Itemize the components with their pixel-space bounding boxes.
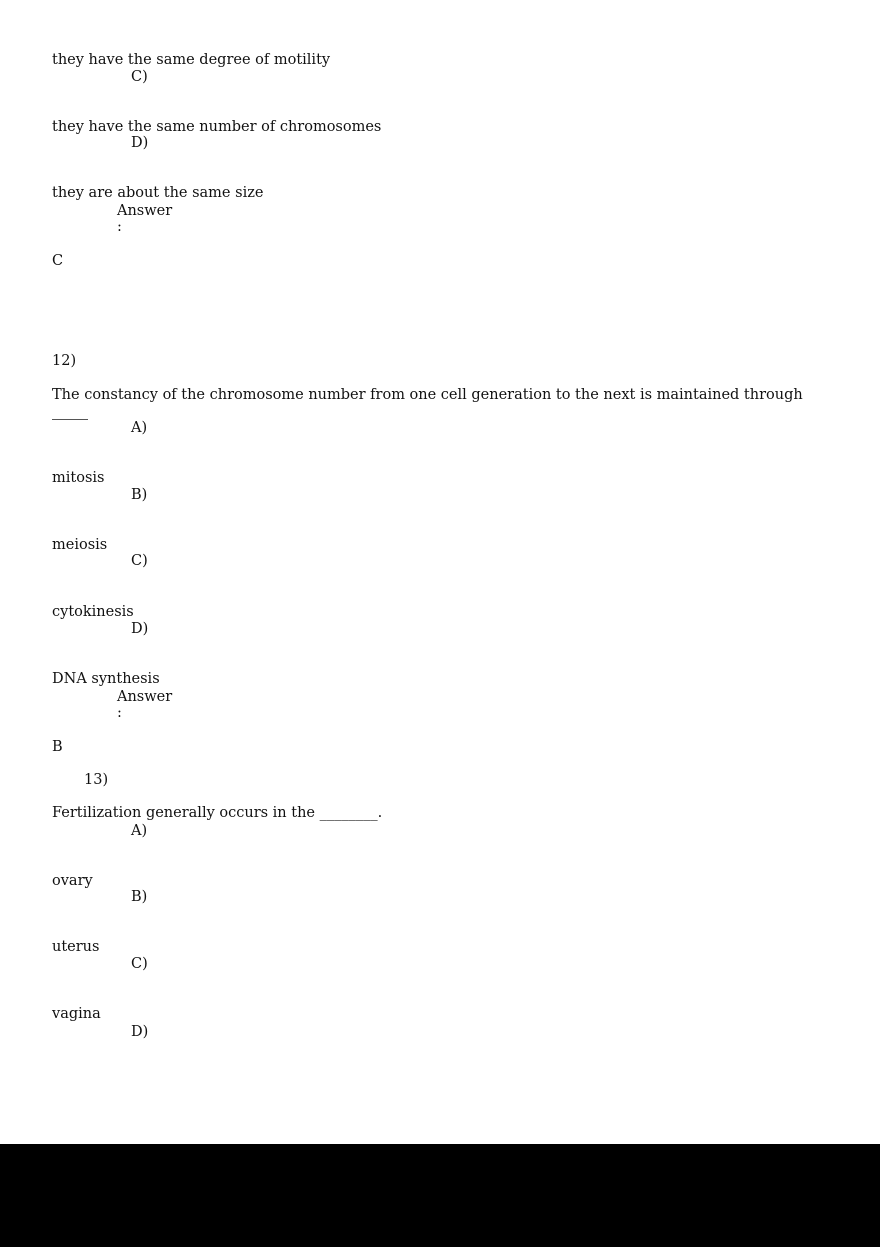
q12-blank-line — [52, 419, 88, 420]
q13-option-c-letter: C) — [131, 956, 148, 972]
q12-answer-colon: : — [117, 705, 122, 721]
q13-option-a-text: ovary — [52, 873, 93, 889]
q11-answer-label: Answer — [117, 203, 173, 219]
page-footer-black-bar — [0, 1144, 880, 1247]
q12-option-b-text: meiosis — [52, 537, 108, 553]
q13-question-text: Fertilization generally occurs in the ________. — [52, 805, 383, 821]
q11-option-c-letter: C) — [131, 69, 148, 85]
q12-question-text: The constancy of the chromosome number from one cell generation to the next is maintained through — [52, 387, 803, 403]
q13-option-b-text: uterus — [52, 939, 100, 955]
q12-option-d-text: DNA synthesis — [52, 671, 160, 687]
q13-option-c-text: vagina — [52, 1006, 101, 1022]
q12-answer-value: B — [52, 739, 63, 755]
q11-option-b-text: they have the same degree of motility — [52, 52, 331, 68]
q12-option-c-letter: C) — [131, 553, 148, 569]
q12-number: 12) — [52, 353, 77, 369]
q11-option-d-text: they are about the same size — [52, 185, 264, 201]
q13-option-d-letter: D) — [131, 1024, 149, 1040]
q12-option-a-letter: A) — [131, 420, 148, 436]
q11-option-d-letter: D) — [131, 135, 149, 151]
q11-option-c-text: they have the same number of chromosomes — [52, 119, 382, 135]
q13-option-b-letter: B) — [131, 889, 148, 905]
q13-option-a-letter: A) — [131, 823, 148, 839]
q13-number: 13) — [84, 772, 109, 788]
q12-answer-label: Answer — [117, 689, 173, 705]
q11-answer-colon: : — [117, 219, 122, 235]
q12-option-c-text: cytokinesis — [52, 604, 134, 620]
q12-option-a-text: mitosis — [52, 470, 105, 486]
q12-option-b-letter: B) — [131, 487, 148, 503]
q11-answer-value: C — [52, 253, 64, 269]
q12-option-d-letter: D) — [131, 621, 149, 637]
